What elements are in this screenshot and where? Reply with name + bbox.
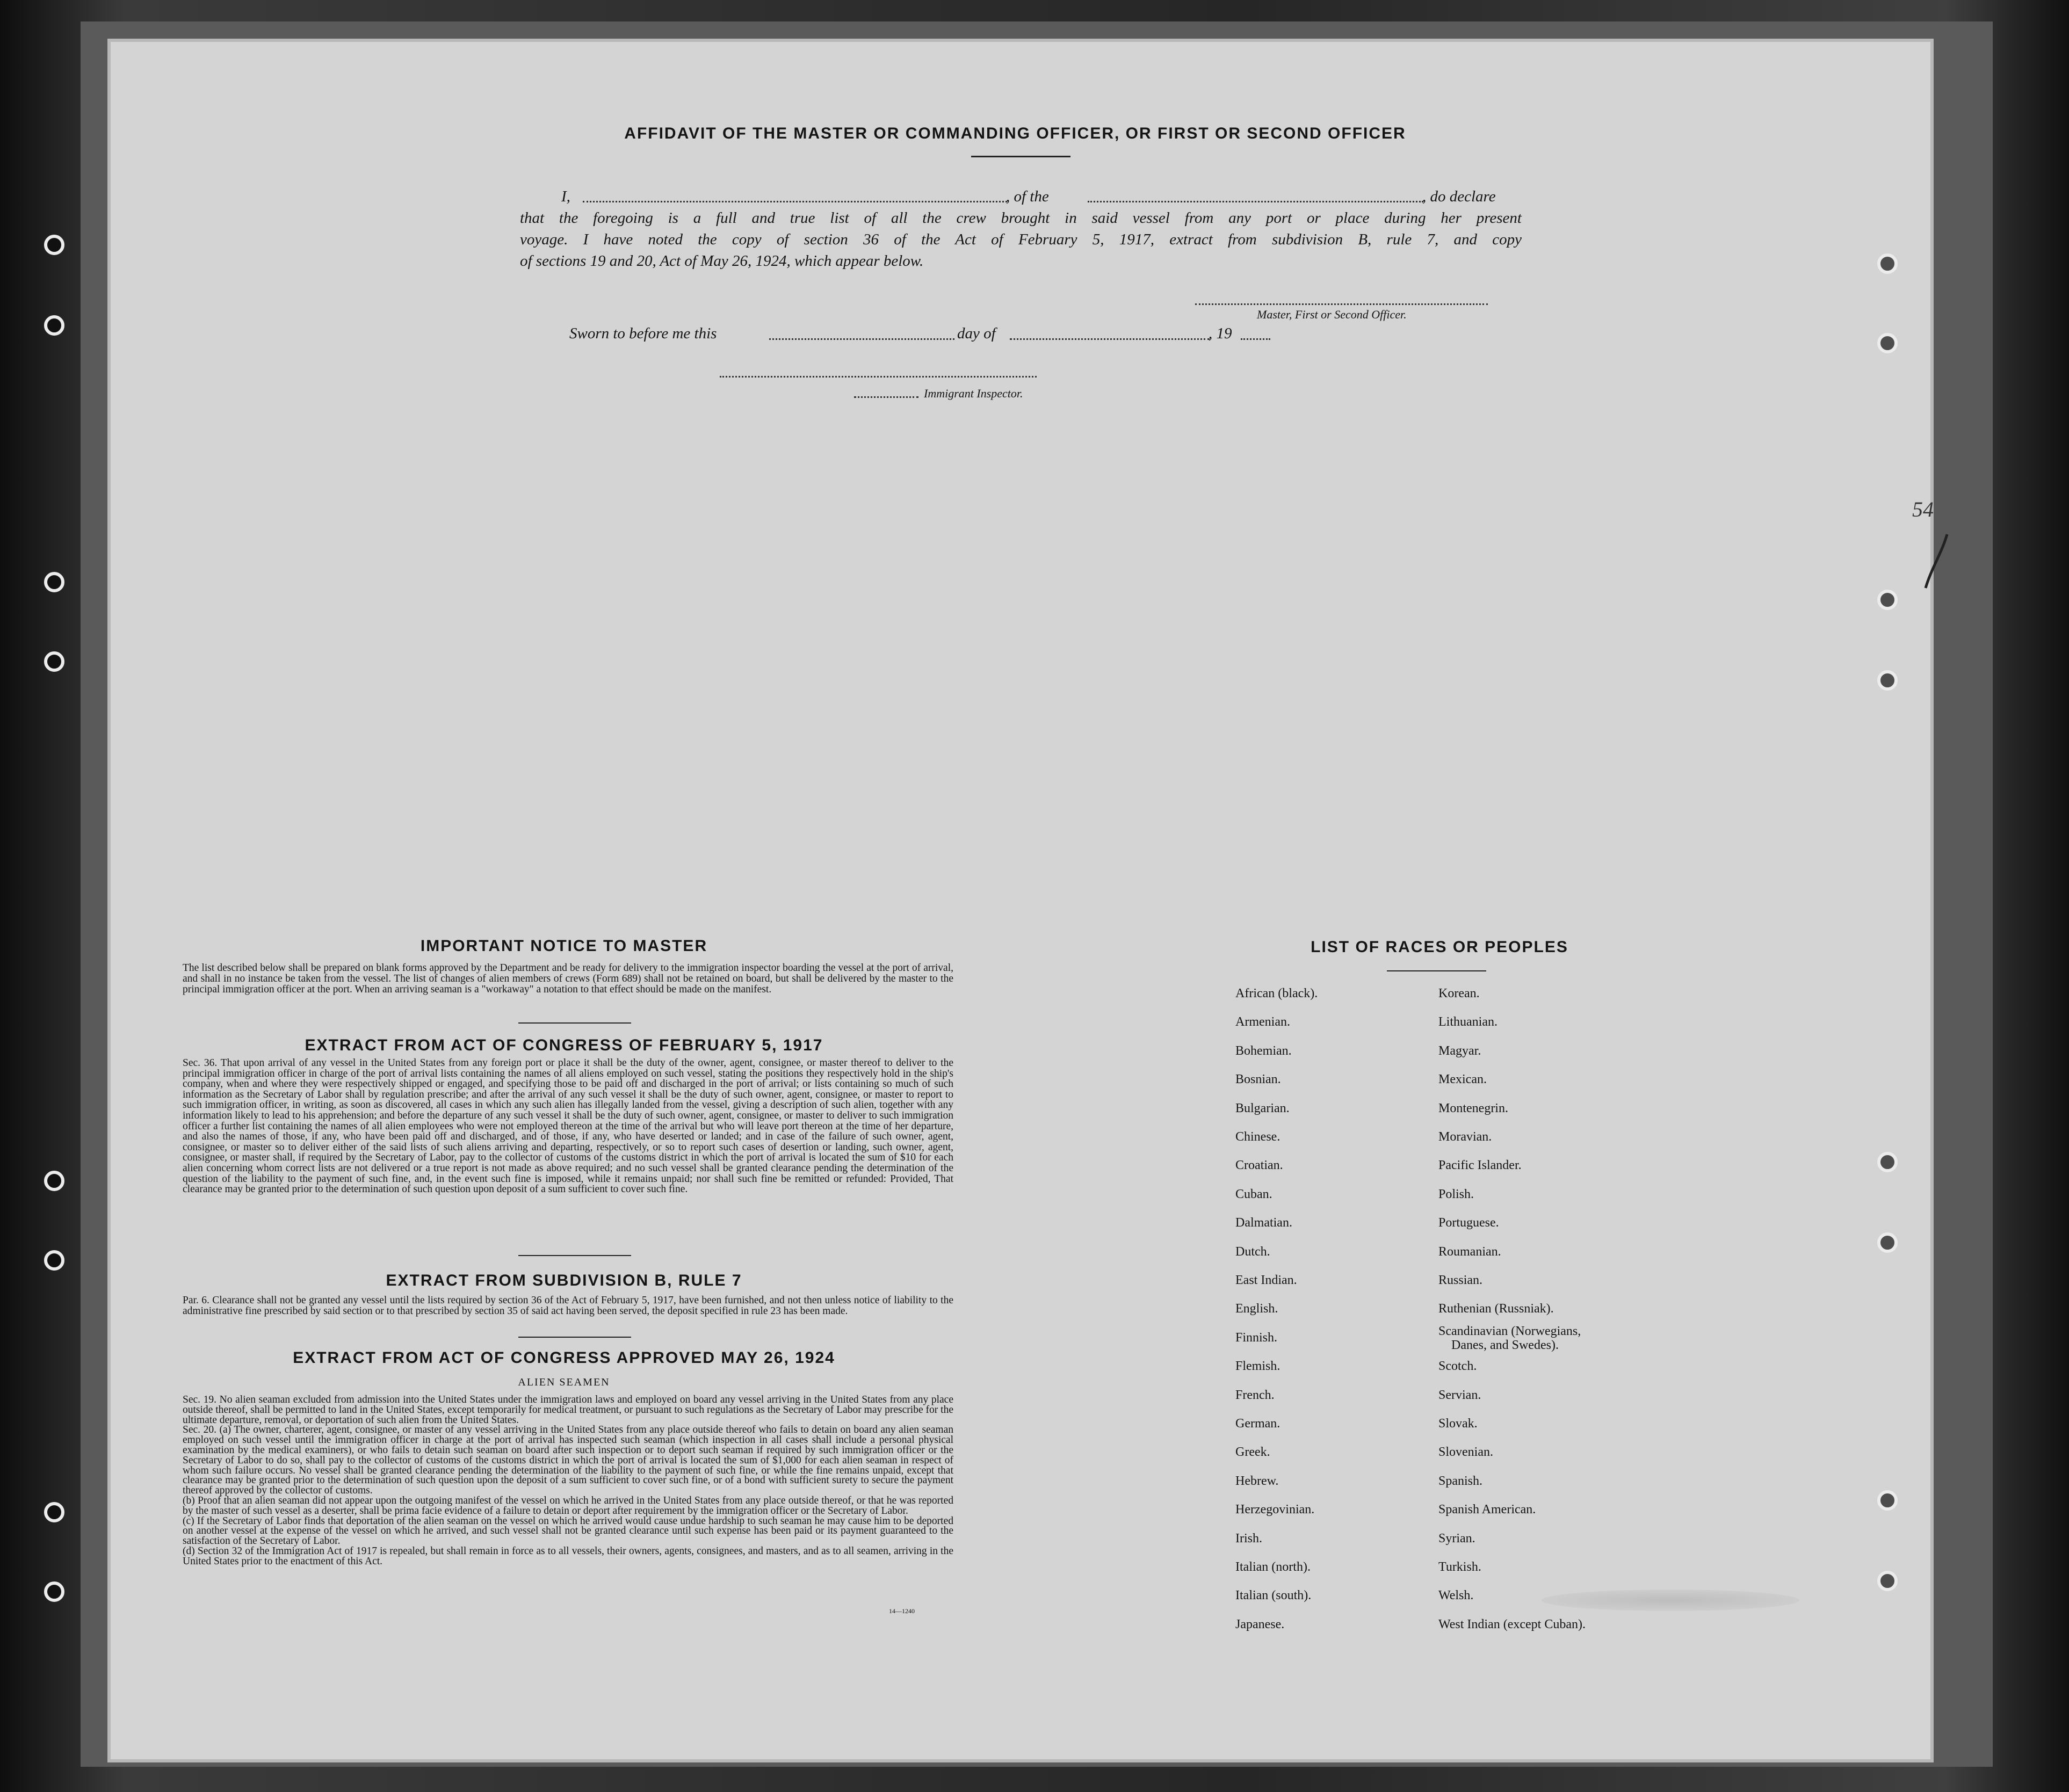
- race-item: Montenegrin.: [1438, 1101, 1508, 1115]
- extract-1924-title: EXTRACT FROM ACT OF CONGRESS APPROVED MAY 26, 1924: [293, 1349, 835, 1367]
- binder-hole: [1877, 1152, 1898, 1172]
- inspector-prefix-blank: [854, 396, 918, 398]
- race-item: German.: [1235, 1417, 1281, 1431]
- race-item: Russian.: [1438, 1273, 1483, 1287]
- affidavit-line1-end: , do declare: [1422, 188, 1496, 205]
- race-item: Servian.: [1438, 1388, 1481, 1402]
- binder-hole: [44, 1171, 64, 1191]
- binder-hole: [1877, 1571, 1898, 1591]
- binder-hole: [44, 572, 64, 592]
- affidavit-line2: that the foregoing is a full and true list of all the crew brought in said vessel from any port or place during her present: [520, 209, 1522, 227]
- extract-rule7-title: EXTRACT FROM SUBDIVISION B, RULE 7: [386, 1272, 742, 1289]
- binder-hole: [1877, 1490, 1898, 1511]
- divider: [518, 1337, 631, 1338]
- race-item: Bohemian.: [1235, 1043, 1292, 1058]
- race-item: Welsh.: [1438, 1588, 1474, 1603]
- sworn-year-blank[interactable]: [1241, 338, 1270, 340]
- race-item: Ruthenian (Russniak).: [1438, 1302, 1554, 1316]
- race-item: Turkish.: [1438, 1560, 1481, 1574]
- race-item: Slovak.: [1438, 1417, 1478, 1431]
- race-item: Mexican.: [1438, 1072, 1487, 1087]
- binder-hole: [1877, 670, 1898, 691]
- affidavit-line1-start: I,: [561, 188, 570, 205]
- race-item: Chinese.: [1235, 1130, 1281, 1144]
- race-item: Japanese.: [1235, 1617, 1285, 1631]
- race-item: French.: [1235, 1388, 1275, 1402]
- races-title: LIST OF RACES OR PEOPLES: [1311, 938, 1568, 956]
- extract-1917-title: EXTRACT FROM ACT OF CONGRESS OF FEBRUARY 5, 1917: [305, 1036, 823, 1054]
- master-signature-blank[interactable]: [1195, 303, 1488, 305]
- sworn-day-of: day of: [957, 325, 996, 342]
- notice-title: IMPORTANT NOTICE TO MASTER: [420, 937, 708, 955]
- race-item: Armenian.: [1235, 1015, 1290, 1029]
- race-item: East Indian.: [1235, 1273, 1297, 1287]
- handwritten-stroke: [1920, 532, 1952, 591]
- sworn-month-blank[interactable]: [1010, 338, 1210, 340]
- binder-hole: [1877, 1232, 1898, 1253]
- race-item: Greek.: [1235, 1445, 1270, 1460]
- master-signature-label: Master, First or Second Officer.: [1257, 308, 1407, 321]
- race-item: African (black).: [1235, 986, 1318, 1000]
- extract-rule7-text: Par. 6. Clearance shall not be granted any vessel until the lists required by section 36 of the Act of February 5, 1917, have been furnished, and not then unless notice of liability to the administrative fine prescribed by said section or to that prescribed by section 35 of said act having been served, the deposit specified in rule 23 has been made.: [183, 1295, 953, 1317]
- affidavit-line4: of sections 19 and 20, Act of May 26, 1924, which appear below.: [520, 252, 924, 270]
- binder-hole: [1877, 253, 1898, 274]
- divider: [1387, 970, 1486, 971]
- inspector-signature-blank[interactable]: [720, 376, 1037, 378]
- race-item: Polish.: [1438, 1187, 1474, 1201]
- race-item: Cuban.: [1235, 1187, 1272, 1201]
- binder-hole: [44, 651, 64, 672]
- race-item: Magyar.: [1438, 1043, 1481, 1058]
- race-item: Dalmatian.: [1235, 1216, 1292, 1230]
- extract-1924-text: Sec. 19. No alien seaman excluded from admission into the United States under the immigration laws and employed on board any vessel arriving in the United States from any place outside thereof, shall be permitted to land in the United States, except temporarily for medical treatment, or pursuant to such regulations as the Secretary of Labor may prescribe for the ultimate departure, removal, or deportation of such alien from the United States. Sec. 20. (a) The owner, charterer, agent, consignee, or master of any vessel arriving in the United States from any place outside thereof who fails to detain on board any alien seaman employed on such vessel until the immigration officer in charge at the port of arrival has inspected such seaman (which inspection in all cases shall include a personal physical examination by the medical examiners), or who fails to detain such seaman on board after such inspection or to deport such seaman if required by such immigration officer or the Secretary of Labor to do so, shall pay to the collector of customs of the customs district in which the port of arrival is located the sum of $1,000 for each alien seaman in respect of whom such failure occurs. No vessel shall be granted clearance pending the determination of the liability to the payment of such fine, or while the fine remains unpaid, except that clearance may be granted prior to the determination of such question upon the deposit of a sum sufficient to cover such fine, or of a bond with sufficient surety to secure the payment thereof approved by the collector of customs. (b) Proof that an alien seaman did not appear upon the outgoing manifest of the vessel on which he arrived in the United States from any place outside thereof, or that he was reported by the master of such vessel as a deserter, shall be prima facie evidence of a failure to detain or deport after requirement by the immigration officer or the Secretary of Labor. (c) If the Secretary of Labor finds that deportation of the alien seaman on the vessel on which he arrived would cause undue hardship to such seaman he may cause him to be deported on another vessel at the expense of the vessel on which he arrived, and such vessel shall not be granted clearance until such expense has been paid or its payment guaranteed to the satisfaction of the Secretary of Labor. (d) Section 32 of the Immigration Act of 1917 is repealed, but shall remain in force as to all vessels, their owners, agents, consignees, and masters, and as to all seamen, arriving in the United States prior to the enactment of this Act.: [183, 1394, 953, 1567]
- race-item: Korean.: [1438, 986, 1480, 1000]
- race-item: English.: [1235, 1302, 1278, 1316]
- race-item: Moravian.: [1438, 1130, 1492, 1144]
- race-item: Dutch.: [1235, 1244, 1270, 1259]
- scan-smudge: [1542, 1590, 1799, 1611]
- race-item: Italian (south).: [1235, 1588, 1312, 1603]
- master-name-blank[interactable]: [583, 201, 1007, 202]
- binder-hole: [44, 1502, 64, 1522]
- race-item: Irish.: [1235, 1531, 1262, 1546]
- race-item: Finnish.: [1235, 1330, 1278, 1345]
- notice-text: The list described below shall be prepared on blank forms approved by the Department and be ready for delivery to the immigration inspector boarding the vessel at the port of arrival, and shall in no instance be taken from the vessel. The list of changes of alien members of crews (Form 689) shall not be retained on board, but shall be delivered by the master to the principal immigration officer at the port. When an arriving seaman is a "workaway" a notation to that effect should be made on the manifest.: [183, 962, 953, 995]
- race-item: Roumanian.: [1438, 1244, 1501, 1259]
- race-item: Bulgarian.: [1235, 1101, 1290, 1115]
- extract-1917-text: Sec. 36. That upon arrival of any vessel in the United States from any foreign port or place it shall be the duty of the owner, agent, consignee, or master thereof to deliver to the principal immigration officer in charge of the port of arrival lists containing the names of all aliens employed on such vessel, stating the positions they respectively hold in the ship's company, when and where they were respectively shipped or engaged, and specifying those to be paid off and discharged in the port of arrival; or lists containing so much of such information as the Secretary of Labor shall by regulation prescribe; and after the arrival of any such vessel it shall be the duty of such owner, agent, consignee, or master to report to such immigration officer, in writing, as soon as discovered, all cases in which any such alien has illegally landed from the vessel, giving a description of such alien, together with any information likely to lead to his apprehension; and before the departure of any such vessel it shall be the duty of such owner, agent, consignee, or master to deliver to such immigration officer a further list containing the names of all alien employees who were not employed thereon at the time of the arrival but who will leave port thereon at the time of her departure, and also the names of those, if any, who have been paid off and discharged, and of those, if any, who have deserted or landed; and in case of the failure of such owner, agent, consignee, or master so to deliver either of the said lists of such aliens arriving and departing, respectively, or so to report such cases of desertion or landing, such owner, agent, consignee, or master shall, if required by the Secretary of Labor, pay to the collector of customs of the customs district in which the port of arrival is located the sum of $10 for each alien concerning whom correct lists are not delivered or a true report is not made as above required; and no such vessel shall be granted clearance pending the determination of the question of the liability to the payment of such fine, and, in the event such fine is imposed, while it remains unpaid; nor shall such fine be remitted or refunded: Provided, That clearance may be granted prior to the determination of such question upon deposit of a sum sufficient to cover such fine.: [183, 1057, 953, 1195]
- race-item: West Indian (except Cuban).: [1438, 1617, 1586, 1631]
- affidavit-line3: voyage. I have noted the copy of section 36 of the Act of February 5, 1917, extract from subdivision B, rule 7, and copy: [520, 231, 1522, 248]
- race-item: Flemish.: [1235, 1359, 1281, 1374]
- sworn-date-blank[interactable]: [769, 338, 954, 340]
- binder-hole: [44, 1250, 64, 1271]
- race-item: Lithuanian.: [1438, 1015, 1498, 1029]
- inspector-label: Immigrant Inspector.: [924, 387, 1023, 400]
- vessel-name-blank[interactable]: [1088, 201, 1423, 202]
- form-number: 14—1240: [889, 1607, 915, 1615]
- race-item: Pacific Islander.: [1438, 1158, 1522, 1173]
- divider: [518, 1255, 631, 1256]
- race-item: Italian (north).: [1235, 1560, 1311, 1574]
- race-item: Scandinavian (Norwegians, Danes, and Swedes).: [1438, 1324, 1581, 1352]
- race-item: Slovenian.: [1438, 1445, 1493, 1460]
- race-item: Scotch.: [1438, 1359, 1477, 1374]
- race-item: Syrian.: [1438, 1531, 1475, 1546]
- binder-hole: [1877, 590, 1898, 610]
- sworn-text: Sworn to before me this: [569, 325, 717, 342]
- extract-1924-subtitle: ALIEN SEAMEN: [518, 1376, 610, 1388]
- race-item: Spanish.: [1438, 1474, 1483, 1488]
- affidavit-title: AFFIDAVIT OF THE MASTER OR COMMANDING OFFICER, OR FIRST OR SECOND OFFICER: [624, 125, 1406, 142]
- binder-hole: [44, 315, 64, 336]
- binder-hole: [1877, 333, 1898, 353]
- race-item: Croatian.: [1235, 1158, 1283, 1173]
- race-item: Herzegovinian.: [1235, 1503, 1315, 1517]
- race-item: Portuguese.: [1438, 1216, 1499, 1230]
- binder-hole: [44, 1581, 64, 1602]
- divider: [518, 1022, 631, 1024]
- margin-mark: 54: [1912, 497, 1934, 521]
- race-item: Bosnian.: [1235, 1072, 1281, 1087]
- sworn-year: , 19: [1209, 325, 1232, 342]
- affidavit-line1-mid: , of the: [1006, 188, 1049, 205]
- race-item: Hebrew.: [1235, 1474, 1279, 1488]
- race-item: Spanish American.: [1438, 1503, 1536, 1517]
- divider: [971, 156, 1070, 157]
- binder-hole: [44, 235, 64, 255]
